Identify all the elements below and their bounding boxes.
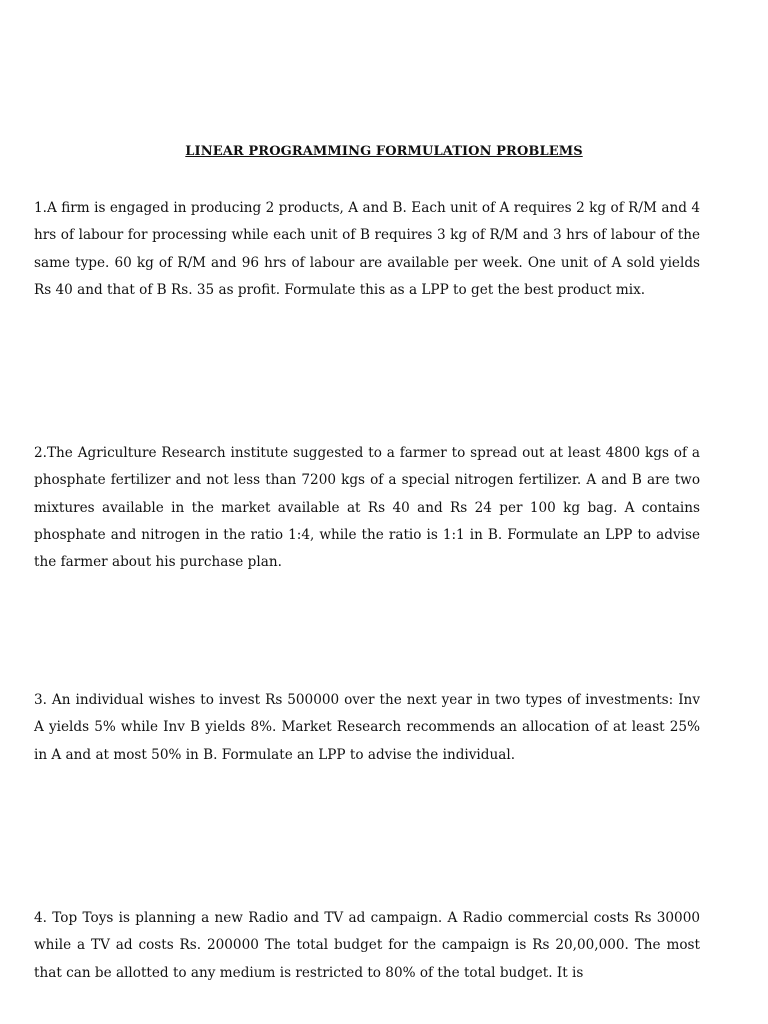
problem-3-text: 3. An individual wishes to invest Rs 500000 over the next year in two types of investments: Inv A yields 5% while Inv B yields 8%. Market Research recommends an allocation of at least 25% in A and at most 50% in B. Formulate an LPP to advise the individual. [34,692,700,763]
problem-4-text: 4. Top Toys is planning a new Radio and TV ad campaign. A Radio commercial costs Rs 30000 while a TV ad costs Rs. 200000 The total budget for the campaign is Rs 20,00,000. The most that can be allotted to any medium is restricted to 80% of the total budget. It is [34,910,700,981]
document-title: LINEAR PROGRAMMING FORMULATION PROBLEMS [185,144,583,159]
problem-2-text: 2.The Agriculture Research institute suggested to a farmer to spread out at least 4800 kgs of a phosphate fertilizer and not less than 7200 kgs of a special nitrogen fertilizer. A and B are two mixtures available in the market available at Rs 40 and Rs 24 per 100 kg bag. A contains phosphate and nitrogen in the ratio 1:4, while the ratio is 1:1 in B. Formulate an LPP to advise the farmer about his purchase plan. [34,445,700,571]
problem-1-text: 1.A firm is engaged in producing 2 products, A and B. Each unit of A requires 2 kg of R/M and 4 hrs of labour for processing while each unit of B requires 3 kg of R/M and 3 hrs of labour of the same type. 60 kg of R/M and 96 hrs of labour are available per week. One unit of A sold yields Rs 40 and that of B Rs. 35 as profit. Formulate this as a LPP to get the best product mix. [34,200,700,298]
